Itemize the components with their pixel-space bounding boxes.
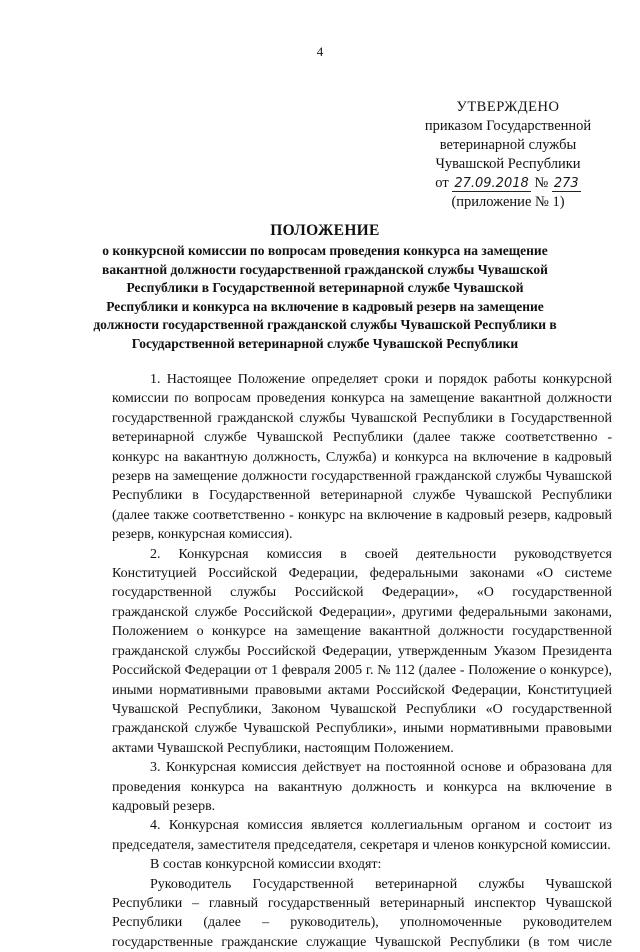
paragraph-3: 3. Конкурсная комиссия действует на постоянной основе и образована для проведения конкурса на вакантную должность и конкурса на включение в кадровый резерв. <box>112 760 612 814</box>
document-title: ПОЛОЖЕНИЕ <box>270 222 380 239</box>
document-heading <box>90 222 560 354</box>
paragraph-6: Руководитель Государственной ветеринарной службы Чувашской Республики – главный государственный ветеринарный инспектор Чувашской Республики (далее – руководитель), уполномоченные руководителем государственные гражданские служащие Чувашской Республики (в том числе <box>112 876 612 950</box>
approval-appendix: (приложение № 1) <box>451 194 565 210</box>
approval-date-value: 27.09.2018 <box>454 176 529 191</box>
approval-date-line <box>408 174 608 193</box>
approval-line-1: приказом Государственной <box>424 118 592 134</box>
document-subtitle: о конкурсной комиссии по вопросам проведения конкурса на замещение вакантной должности государственной гражданской службы Чувашской Республики в Государственной ветеринарной службе Чувашской Республики и конкурса на включение в кадровый резерв на замещение должности государственной гражданской службы Чувашской Республики в Государственной ветеринарной службе Чувашской Республики <box>93 243 557 351</box>
approval-number-value: 273 <box>553 176 579 191</box>
paragraph-2: 2. Конкурсная комиссия в своей деятельности руководствуется Конституцией Российской Федерации, федеральными законами «О системе государственной службы Российской Федерации», «О государственной гражданской службе Российской Федерации», другими федеральными законами, Положением о конкурсе на замещение вакантной должности государственной гражданской службы Российской Федерации, утвержденным Указом Президента Российской Федерации от 1 февраля 2005 г. № 112 (далее - Положение о конкурсе), иными нормативными правовыми актами Российской Федерации, Конституцией Чувашской Республики, Законом Чувашской Республики «О государственной гражданской службе Чувашской Республики», иными нормативными правовыми актами Чувашской Республики, настоящим Положением. <box>112 546 612 756</box>
approval-line-2: ветеринарной службы <box>439 137 577 153</box>
approval-number-prefix: № <box>534 175 549 191</box>
document-body <box>112 370 612 952</box>
approval-date-prefix: от <box>435 175 449 191</box>
page-number: 4 <box>316 44 324 59</box>
paragraph-4: 4. Конкурсная комиссия является коллегиальным органом и состоит из председателя, заместителя председателя, секретаря и членов конкурсной комиссии. <box>112 818 612 853</box>
approval-stamp <box>408 98 608 212</box>
approval-line-3: Чувашской Республики <box>435 156 581 172</box>
paragraph-5: В состав конкурсной комиссии входят: <box>150 857 382 873</box>
paragraph-1: 1. Настоящее Положение определяет сроки и порядок работы конкурсной комиссии по вопросам проведения конкурса на замещение вакантной должности государственной гражданской службы Чувашской Республики в Государственной ветеринарной службе Чувашской Республики (далее также соответственно - конкурс на вакантную должность, Служба) и конкурса на включение в кадровый резерв на замещение должности государственной гражданской службы Чувашской Республики в Государственной ветеринарной службе Чувашской Республики (далее также соответственно - конкурс на включение в кадровый резерв, кадровый резерв, конкурсная комиссия). <box>112 372 612 543</box>
approval-title: УТВЕРЖДЕНО <box>456 99 560 115</box>
